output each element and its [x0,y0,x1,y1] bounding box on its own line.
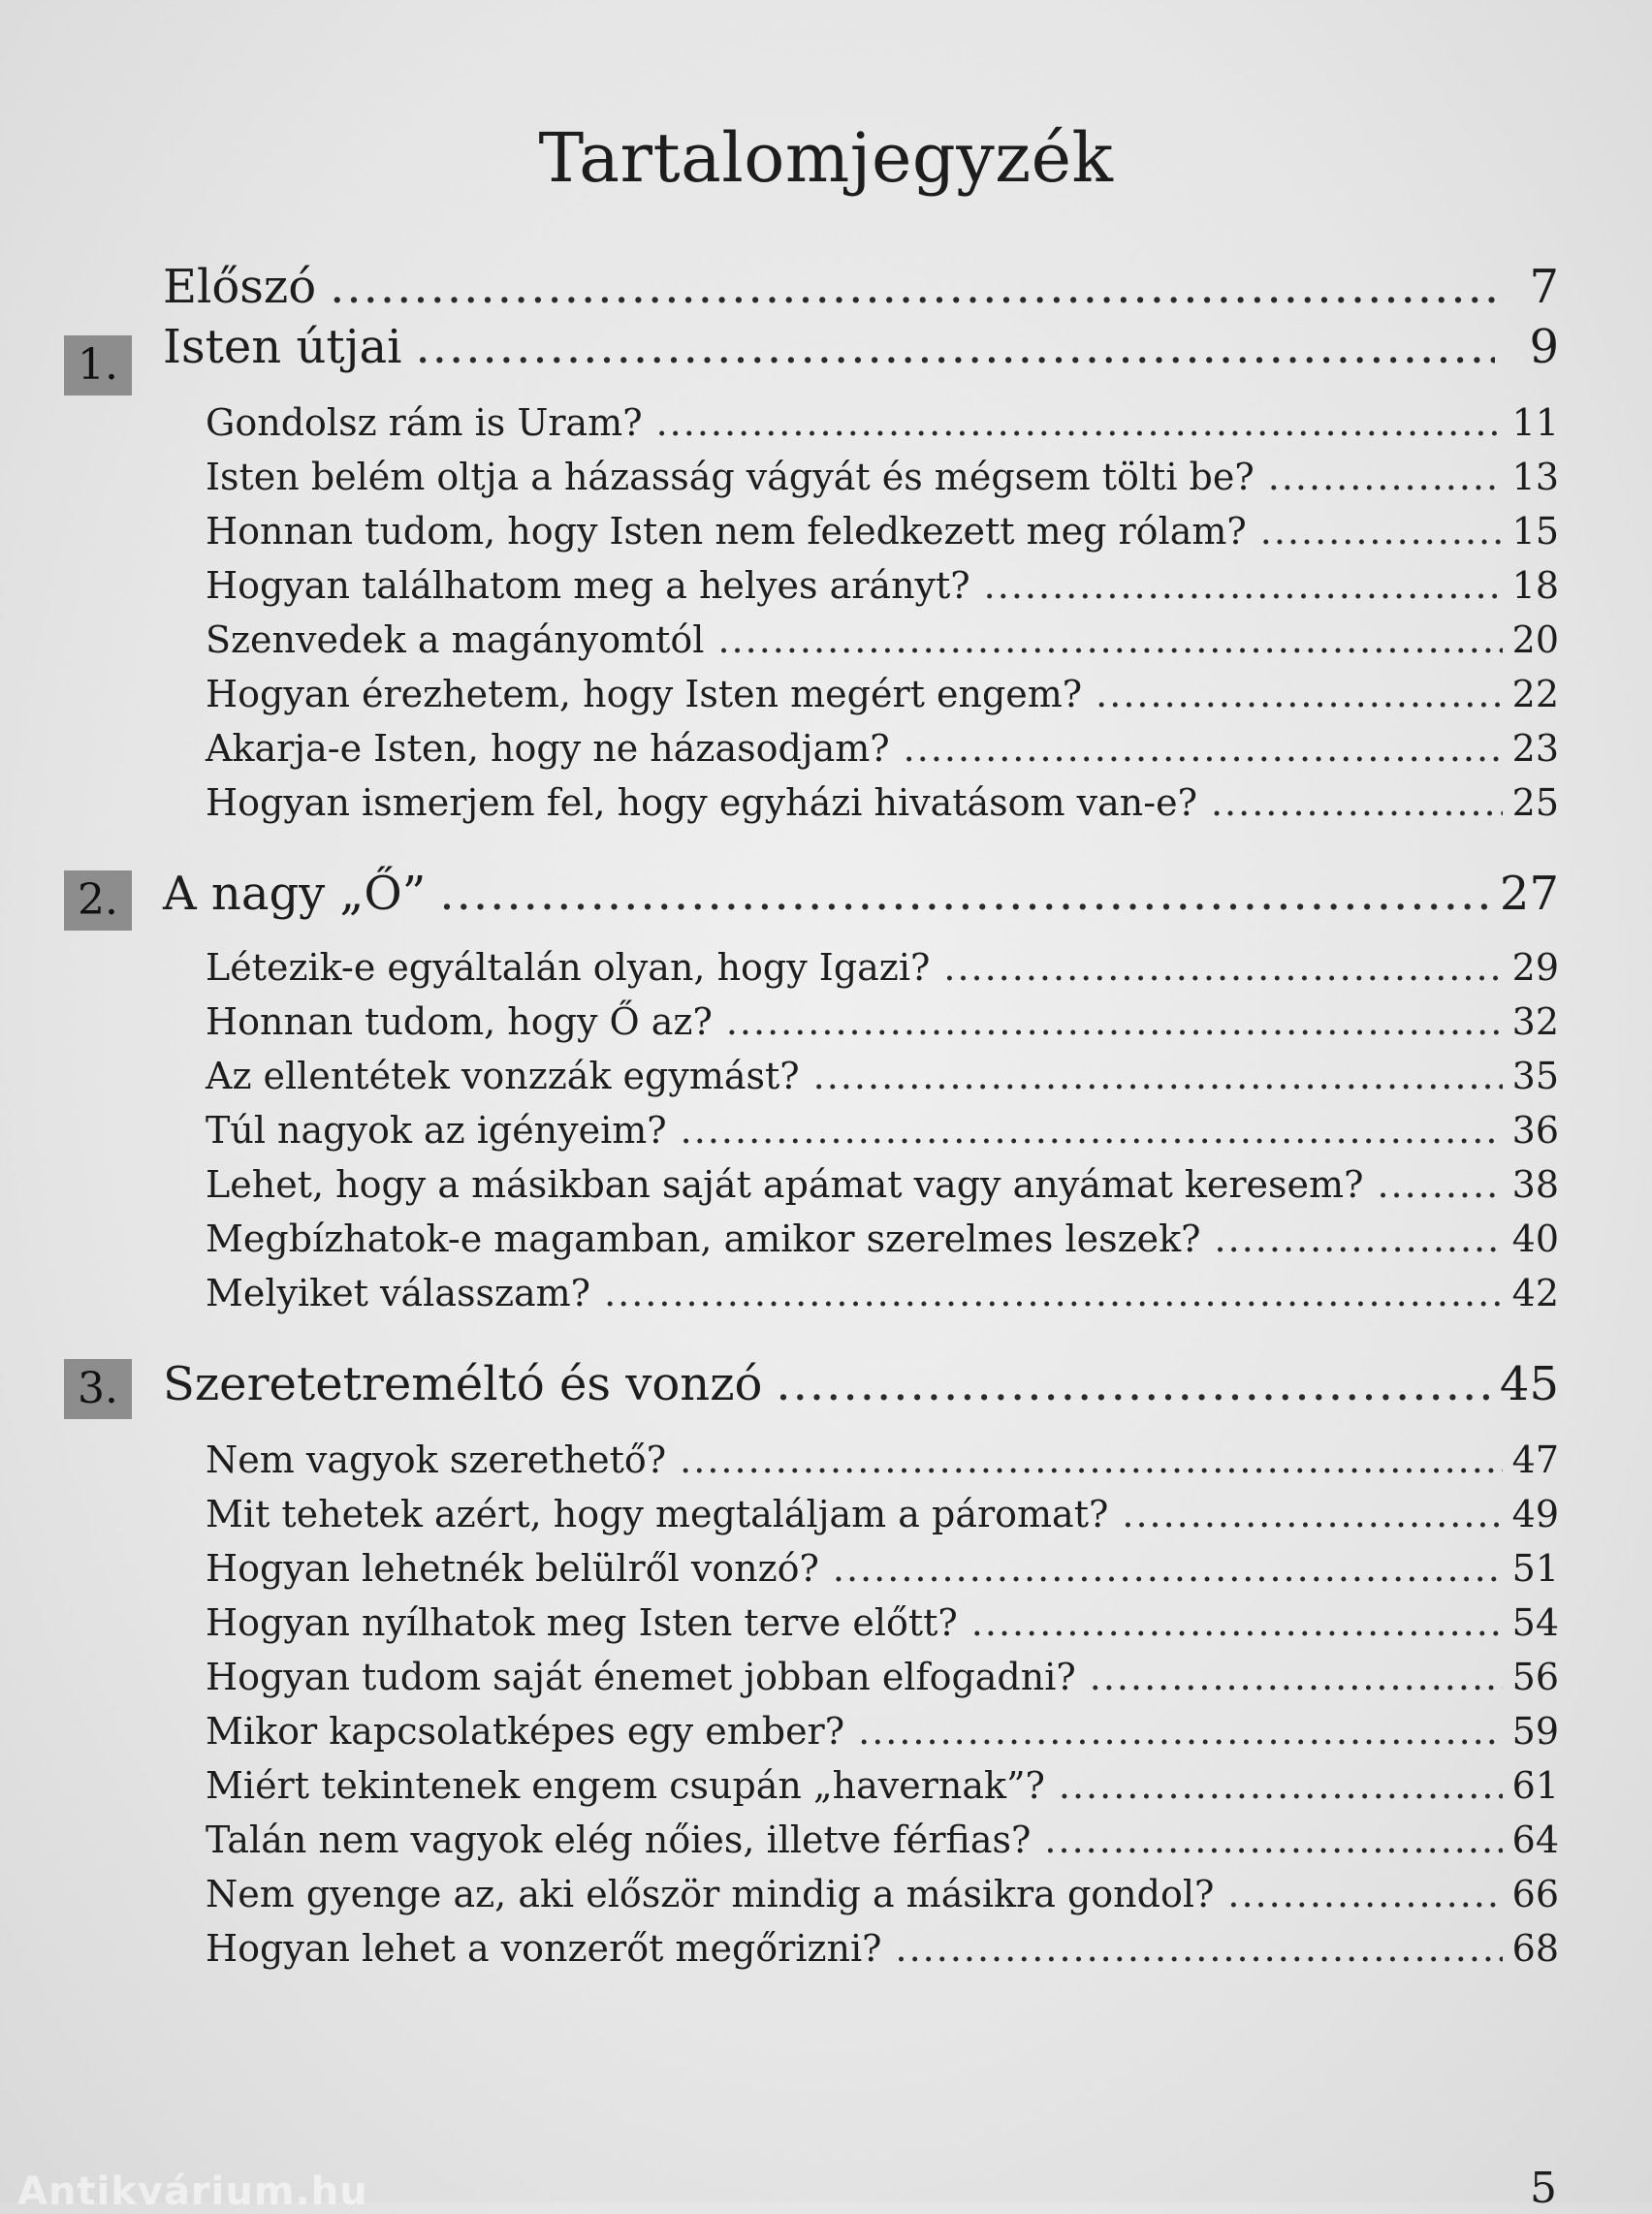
toc-page-number: 38 [1511,1163,1559,1206]
toc-page-number: 23 [1511,727,1559,770]
toc-page-number: 22 [1511,673,1559,715]
dot-leader [656,401,1503,444]
toc-entry [206,1272,1559,1314]
toc-label: Előszó [163,260,317,314]
dot-leader [833,1547,1503,1590]
toc-label: Mit tehetek azért, hogy megtaláljam a páromat? [206,1493,1109,1535]
toc-label: Mikor kapcsolatképes egy ember? [206,1710,845,1753]
toc-entry [206,1819,1559,1861]
toc-entry [206,1601,1559,1644]
toc-label: Szenvedek a magányomtól [206,618,705,661]
toc-label: Isten útjai [163,320,402,374]
toc-label: Létezik-e egyáltalán olyan, hogy Igazi? [206,946,931,989]
dot-leader [971,1601,1503,1644]
toc-page-number: 56 [1511,1656,1559,1698]
toc-page-number: 9 [1529,320,1559,374]
toc-page-number: 68 [1511,1927,1559,1970]
toc-entry [206,781,1559,824]
toc-entry [206,946,1559,989]
dot-leader [896,1927,1503,1970]
toc-label: Lehet, hogy a másikban saját apámat vagy anyámat keresem? [206,1163,1364,1206]
toc-page-number: 13 [1511,456,1559,498]
toc-entry [206,1055,1559,1097]
toc-label: A nagy „Ő” [163,867,427,921]
dot-leader [330,260,1495,314]
toc-entry [206,510,1559,553]
toc-page-number: 61 [1511,1764,1559,1807]
dot-leader [726,1000,1503,1043]
toc-label: Nem vagyok szerethető? [206,1439,667,1481]
dot-leader [943,946,1502,989]
toc-label: Megbízhatok-e magamban, amikor szerelmes leszek? [206,1218,1201,1260]
toc-entry [206,1656,1559,1698]
toc-label: Hogyan lehet a vonzerőt megőrizni? [206,1927,882,1970]
toc-entry [206,1493,1559,1535]
toc-label: Hogyan nyílhatok meg Isten terve előtt? [206,1601,958,1644]
toc-page-number: 20 [1511,618,1559,661]
toc-chapter-heading [163,867,1559,921]
chapter-number-box: 2. [64,870,132,931]
toc-label: Honnan tudom, hogy Ő az? [206,1000,713,1043]
dot-leader [984,564,1503,607]
toc-entry [206,1000,1559,1043]
toc-label: Hogyan találhatom meg a helyes arányt? [206,564,970,607]
dot-leader [776,1357,1490,1411]
dot-leader [1215,1218,1503,1260]
toc-label: Szeretetreméltó és vonzó [163,1357,763,1411]
toc-page-number: 29 [1511,946,1559,989]
toc-entry [206,1109,1559,1152]
toc-entry-foreword [163,260,1559,314]
dot-leader [717,618,1502,661]
toc-entry [206,1439,1559,1481]
toc-chapter-heading [163,1357,1559,1411]
page-number: 5 [1530,2164,1557,2213]
dot-leader [416,320,1495,374]
toc-entry [206,1927,1559,1970]
dot-leader [1059,1764,1503,1807]
toc-entry [206,727,1559,770]
toc-entry [206,1218,1559,1260]
toc-page-number: 27 [1499,867,1559,921]
toc-entry [206,564,1559,607]
toc-label: Akarja-e Isten, hogy ne házasodjam? [206,727,890,770]
toc-entry [206,1163,1559,1206]
toc-label: Az ellentétek vonzzák egymást? [206,1055,800,1097]
toc-page-number: 49 [1511,1493,1559,1535]
toc-page-number: 15 [1511,510,1559,553]
dot-leader [439,867,1490,921]
toc-entry [206,1710,1559,1753]
toc-entry [206,401,1559,444]
dot-leader [1260,510,1503,553]
dot-leader [1377,1163,1502,1206]
toc-page-number: 59 [1511,1710,1559,1753]
toc-label: Hogyan ismerjem fel, hogy egyházi hivatásom van-e? [206,781,1197,824]
toc-label: Hogyan tudom saját énemet jobban elfogadni? [206,1656,1076,1698]
page-title: Tartalomjegyzék [538,118,1114,198]
toc-entry [206,618,1559,661]
toc-label: Hogyan érezhetem, hogy Isten megért engem? [206,673,1083,715]
toc-chapter-heading [163,320,1559,374]
toc-page-number: 64 [1511,1819,1559,1861]
dot-leader [1268,456,1503,498]
toc-page-number: 25 [1511,781,1559,824]
toc-label: Túl nagyok az igényeim? [206,1109,667,1152]
toc-entry [206,1873,1559,1915]
toc-entry [206,1764,1559,1807]
toc-page-number: 7 [1529,260,1559,314]
toc-label: Miért tekintenek engem csupán „havernak”? [206,1764,1045,1807]
toc-entry [206,456,1559,498]
toc-page-number: 54 [1511,1601,1559,1644]
toc-page-number: 32 [1511,1000,1559,1043]
dot-leader [858,1710,1503,1753]
dot-leader [1096,673,1502,715]
dot-leader [1211,781,1503,824]
toc-page-number: 51 [1511,1547,1559,1590]
toc-page-number: 36 [1511,1109,1559,1152]
chapter-number-box: 1. [64,335,132,395]
dot-leader [1122,1493,1502,1535]
toc-label: Hogyan lehetnék belülről vonzó? [206,1547,819,1590]
toc-page-number: 42 [1511,1272,1559,1314]
dot-leader [681,1109,1503,1152]
toc-label: Nem gyenge az, aki először mindig a másikra gondol? [206,1873,1215,1915]
dot-leader [1044,1819,1502,1861]
toc-page-number: 40 [1511,1218,1559,1260]
dot-leader [680,1439,1502,1481]
chapter-number-box: 3. [64,1359,132,1419]
dot-leader [904,727,1503,770]
watermark: Antikvárium.hu [17,2169,368,2214]
toc-label: Talán nem vagyok elég nőies, illetve férfias? [206,1819,1032,1861]
dot-leader [1227,1873,1502,1915]
toc-page-number: 45 [1499,1357,1559,1411]
toc-page-number: 35 [1511,1055,1559,1097]
toc-label: Honnan tudom, hogy Isten nem feledkezett meg rólam? [206,510,1247,553]
toc-page-number: 11 [1511,401,1559,444]
dot-leader [1090,1656,1503,1698]
dot-leader [604,1272,1503,1314]
toc-label: Gondolsz rám is Uram? [206,401,643,444]
toc-label: Melyiket válasszam? [206,1272,591,1314]
toc-entry [206,1547,1559,1590]
toc-label: Isten belém oltja a házasság vágyát és mégsem tölti be? [206,456,1255,498]
toc-page-number: 47 [1511,1439,1559,1481]
dot-leader [813,1055,1503,1097]
toc-page-number: 66 [1511,1873,1559,1915]
toc-page-number: 18 [1511,564,1559,607]
toc-entry [206,673,1559,715]
